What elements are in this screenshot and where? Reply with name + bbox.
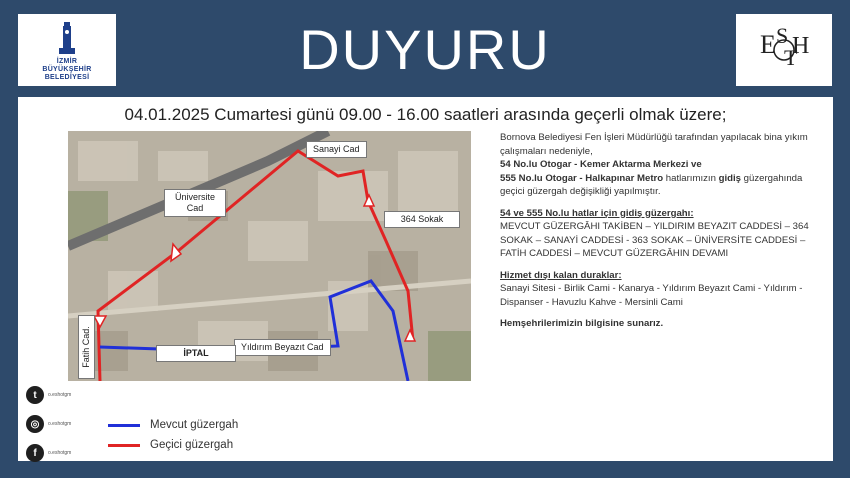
map-label-yildirim: Yıldırım Beyazıt Cad: [234, 339, 331, 356]
map-label-fatih: Fatih Cad.: [78, 315, 95, 379]
line-54: 54 No.lu Otogar - Kemer Aktarma Merkezi ve: [500, 159, 702, 170]
eshot-monogram-icon: [754, 19, 814, 81]
twitter-icon: t: [26, 386, 44, 404]
eshot-logo: [736, 14, 832, 86]
stops-text: Sanayi Sitesi - Birlik Cami - Kanarya - Yıldırım Beyazıt Cami - Yıldırım - Dispanser - Havuzlu Kahve - Mersinli Cami: [500, 283, 803, 308]
content-panel: [18, 97, 833, 461]
map-label-universite: Üniversite Cad: [164, 189, 226, 217]
svg-text:T: T: [784, 45, 798, 70]
social-links: [26, 383, 96, 470]
intro-paragraph: [500, 131, 813, 199]
legend-temporary-label: Geçici güzergah: [150, 439, 234, 451]
legend-current: [108, 415, 238, 435]
map-legend: [108, 415, 238, 455]
intro-text: Bornova Belediyesi Fen İşleri Müdürlüğü tarafından yapılacak bina yıkım çalışmaları nedeniyle,: [500, 132, 808, 157]
date-subtitle: 04.01.2025 Cumartesi günü 09.00 - 16.00 saatleri arasında geçerli olmak üzere;: [124, 105, 727, 124]
legend-current-swatch: [108, 424, 140, 427]
intro-text-3: güzergahında geçici güzergah değişikliği yapılmıştır.: [500, 172, 803, 197]
instagram-icon: ◎: [26, 415, 44, 433]
gidis-word: gidiş: [718, 172, 741, 184]
stops-paragraph: [500, 269, 813, 310]
twitter-handle: o.eshotgm: [48, 392, 72, 398]
svg-text:H: H: [792, 33, 810, 59]
svg-text:E: E: [760, 30, 776, 59]
social-twitter[interactable]: [26, 383, 96, 407]
map-label-364-sokak: 364 Sokak: [384, 211, 460, 228]
instagram-handle: o.eshotgm: [48, 421, 72, 427]
page-title: DUYURU: [299, 18, 551, 81]
route-paragraph: [500, 207, 813, 261]
social-instagram[interactable]: [26, 412, 96, 436]
map-label-iptal: İPTAL: [156, 345, 236, 362]
social-facebook[interactable]: [26, 441, 96, 465]
intro-text-2: hatlarımızın: [663, 172, 719, 184]
route-text: MEVCUT GÜZERGÂHI TAKİBEN – YILDIRIM BEYAZIT CADDESİ – 364 SOKAK – SANAYİ CADDESİ - 363 SOKAK – ÜNİVERSİTE CADDESİ – FATİH CADDESİ – MEVCUT GÜZERGÂHIN DEVAMI: [500, 221, 809, 259]
legend-temporary-swatch: [108, 444, 140, 447]
legend-temporary: [108, 435, 238, 455]
logo-line-3: BELEDİYESİ: [44, 74, 90, 81]
route-heading: 54 ve 555 No.lu hatlar için gidiş güzergahı:: [500, 207, 694, 219]
announcement-text: [500, 131, 813, 339]
logo-line-2: BÜYÜKŞEHİR: [42, 66, 92, 73]
line-555: 555 No.lu Otogar - Halkapınar Metro: [500, 172, 664, 184]
route-map: [68, 131, 471, 381]
legend-current-label: Mevcut güzergah: [150, 419, 239, 431]
stops-heading: Hizmet dışı kalan duraklar:: [500, 269, 622, 281]
map-label-sanayi: Sanayi Cad: [306, 141, 367, 158]
facebook-icon: f: [26, 444, 44, 462]
closing-text: Hemşehrilerimizin bilgisine sunarız.: [500, 318, 664, 329]
facebook-handle: o.eshotgm: [48, 450, 72, 456]
logo-line-1: İZMİR: [56, 58, 78, 65]
svg-text:S: S: [776, 23, 789, 48]
